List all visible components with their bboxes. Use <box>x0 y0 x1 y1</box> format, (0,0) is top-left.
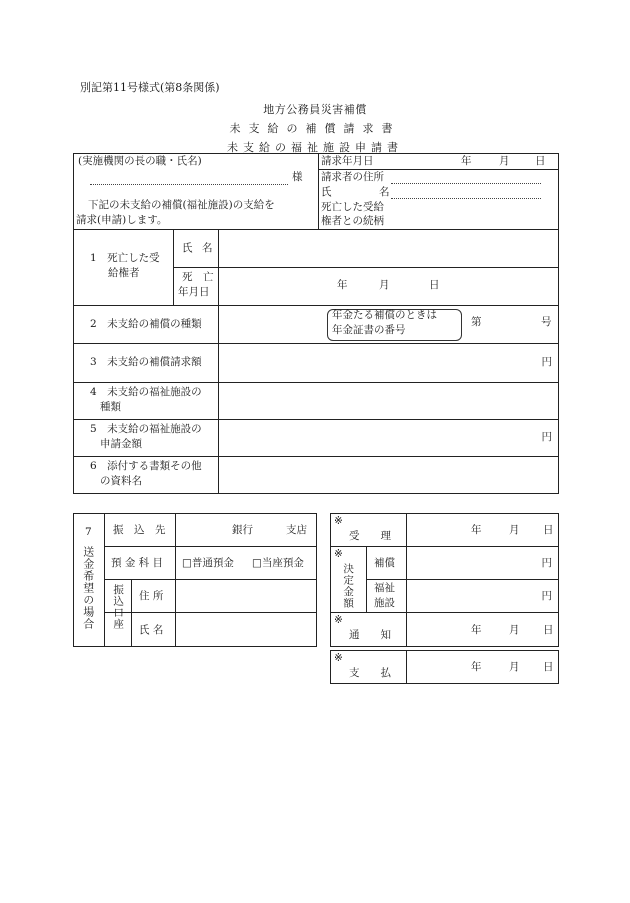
deposit-type-field <box>176 547 317 580</box>
office-table <box>330 513 559 684</box>
item5-label-b: 申請金額 <box>100 438 142 450</box>
item6-label-b: の資料名 <box>100 475 142 487</box>
claim-amount-yen: 円 <box>541 356 552 368</box>
welfare-type-field[interactable] <box>219 383 559 420</box>
toza-checkbox[interactable]: □当座預金 <box>252 557 304 569</box>
item1-label-b: 給権者 <box>108 267 140 279</box>
remit-dest-label-cell <box>105 514 176 547</box>
item3-label-cell <box>74 344 219 383</box>
receipt-mark: ※ <box>334 515 343 527</box>
deceased-name-field[interactable] <box>219 230 559 268</box>
account-name-label-cell <box>105 613 176 647</box>
payment-year: 年 <box>471 661 482 673</box>
decision-welfare-label-1: 福祉 <box>374 582 395 594</box>
account-name-field[interactable] <box>176 613 317 647</box>
notice-label-cell <box>331 613 407 647</box>
death-date-label-2: 年月日 <box>178 286 210 298</box>
request-text-line2: 請求(申請)します。 <box>76 214 168 226</box>
payment-month: 月 <box>509 661 520 673</box>
claimant-name-line[interactable] <box>391 198 541 199</box>
remit-table <box>73 513 317 647</box>
decision-comp-yen: 円 <box>541 557 552 569</box>
item6-label-cell <box>74 457 219 494</box>
item1-label-a: 1 死亡した受 <box>90 252 160 264</box>
receipt-label: 受 理 <box>349 530 391 542</box>
notice-month: 月 <box>509 624 520 636</box>
decision-welfare-yen: 円 <box>541 590 552 602</box>
claimant-address-label: 請求者の住所 <box>321 171 384 183</box>
request-month: 月 <box>499 155 510 167</box>
notice-day: 日 <box>543 624 554 636</box>
decision-mark: ※ <box>334 548 343 560</box>
notice-year: 年 <box>471 624 482 636</box>
request-date-divider <box>319 169 559 170</box>
item2-label: 2 未支給の補償の種類 <box>90 318 202 330</box>
death-month: 月 <box>379 279 390 291</box>
header-table <box>73 153 559 230</box>
request-day: 日 <box>535 155 546 167</box>
claimant-address-line[interactable] <box>391 183 541 184</box>
item5-label-cell <box>74 420 219 457</box>
welfare-amount-yen: 円 <box>541 431 552 443</box>
pension-note-1: 年金たる補償のときは <box>332 309 437 321</box>
agency-name-line[interactable] <box>90 184 288 185</box>
notice-mark: ※ <box>334 614 343 626</box>
item1-label-cell <box>74 230 174 306</box>
decision-comp-field[interactable] <box>407 547 559 580</box>
decision-label: 決定金額 <box>342 563 355 609</box>
deceased-name-label-2: 名 <box>202 242 213 254</box>
decision-comp-label-cell <box>367 547 407 580</box>
agency-cell <box>74 154 319 230</box>
deceased-name-label-1: 氏 <box>182 242 193 254</box>
death-date-label-1: 死 亡 <box>182 271 214 283</box>
notice-date-field[interactable] <box>407 613 559 647</box>
decision-label-cell <box>331 547 367 613</box>
deceased-name-label-cell <box>174 230 219 268</box>
pension-dai: 第 <box>471 316 482 328</box>
remit-dest-label: 振 込 先 <box>113 524 166 536</box>
remit-label-cell <box>74 514 105 647</box>
item6-label-a: 6 添付する書類その他 <box>90 460 202 472</box>
sama-label: 様 <box>292 171 303 183</box>
remit-number: 7 <box>85 526 92 538</box>
pension-note-2: 年金証書の番号 <box>332 324 406 336</box>
payment-label-cell <box>331 651 407 684</box>
item4-label-a: 4 未支給の福祉施設の <box>90 386 202 398</box>
claimant-name-label-2: 名 <box>379 186 390 198</box>
receipt-month: 月 <box>509 524 520 536</box>
futsu-checkbox[interactable]: □普通預金 <box>182 557 234 569</box>
death-date-field[interactable] <box>219 268 559 306</box>
branch-label: 支店 <box>286 524 307 536</box>
payment-mark: ※ <box>334 652 343 664</box>
title-main: 地方公務員災害補償 <box>263 103 367 116</box>
account-address-field[interactable] <box>176 580 317 613</box>
decision-welfare-label-cell <box>367 580 407 613</box>
receipt-year: 年 <box>471 524 482 536</box>
payment-date-field[interactable] <box>407 651 559 684</box>
item4-label-cell <box>74 383 219 420</box>
claimant-cell <box>319 154 559 230</box>
title-claim: 未支給の補償請求書 <box>229 122 401 135</box>
title-application: 未支給の福祉施設申請書 <box>227 141 403 154</box>
payment-day: 日 <box>543 661 554 673</box>
claim-amount-field[interactable] <box>219 344 559 383</box>
bank-field[interactable] <box>176 514 317 547</box>
account-name-label: 氏 名 <box>139 624 164 636</box>
attachments-field[interactable] <box>219 457 559 494</box>
notice-label: 通 知 <box>349 629 391 641</box>
request-text-line1: 下記の未支給の補償(福祉施設)の支給を <box>88 199 275 211</box>
deposit-type-label-cell <box>105 547 176 580</box>
request-year: 年 <box>461 155 472 167</box>
death-date-label-cell <box>174 268 219 306</box>
welfare-amount-field[interactable] <box>219 420 559 457</box>
comp-type-field[interactable] <box>219 306 559 344</box>
claimant-name-label-1: 氏 <box>321 186 332 198</box>
bank-label: 銀行 <box>232 524 253 536</box>
receipt-date-field[interactable] <box>407 514 559 547</box>
relation-label-1: 死亡した受給 <box>321 201 384 213</box>
pension-go: 号 <box>541 316 552 328</box>
relation-label-2: 権者との続柄 <box>321 215 384 227</box>
death-year: 年 <box>337 279 348 291</box>
items-table <box>73 229 559 494</box>
item2-label-cell <box>74 306 219 344</box>
form-id: 別記第11号様式(第8条関係) <box>80 81 220 94</box>
item5-label-a: 5 未支給の福祉施設の <box>90 423 202 435</box>
decision-welfare-field[interactable] <box>407 580 559 613</box>
request-date-label: 請求年月日 <box>321 155 374 167</box>
item3-label: 3 未支給の補償請求額 <box>90 356 202 368</box>
decision-welfare-label-2: 施設 <box>374 597 395 609</box>
decision-comp-label: 補償 <box>374 557 395 569</box>
remit-label: 送金希望の場合 <box>81 546 95 630</box>
receipt-label-cell <box>331 514 407 547</box>
agency-head-label: (実施機関の長の職・氏名) <box>78 155 202 167</box>
death-day: 日 <box>429 279 440 291</box>
deposit-type-label: 預 金 科 目 <box>111 557 164 569</box>
payment-label: 支 払 <box>349 667 391 679</box>
account-label: 振込口座 <box>112 584 125 630</box>
account-address-label: 住 所 <box>139 590 164 602</box>
receipt-day: 日 <box>543 524 554 536</box>
item4-label-b: 種類 <box>100 401 121 413</box>
